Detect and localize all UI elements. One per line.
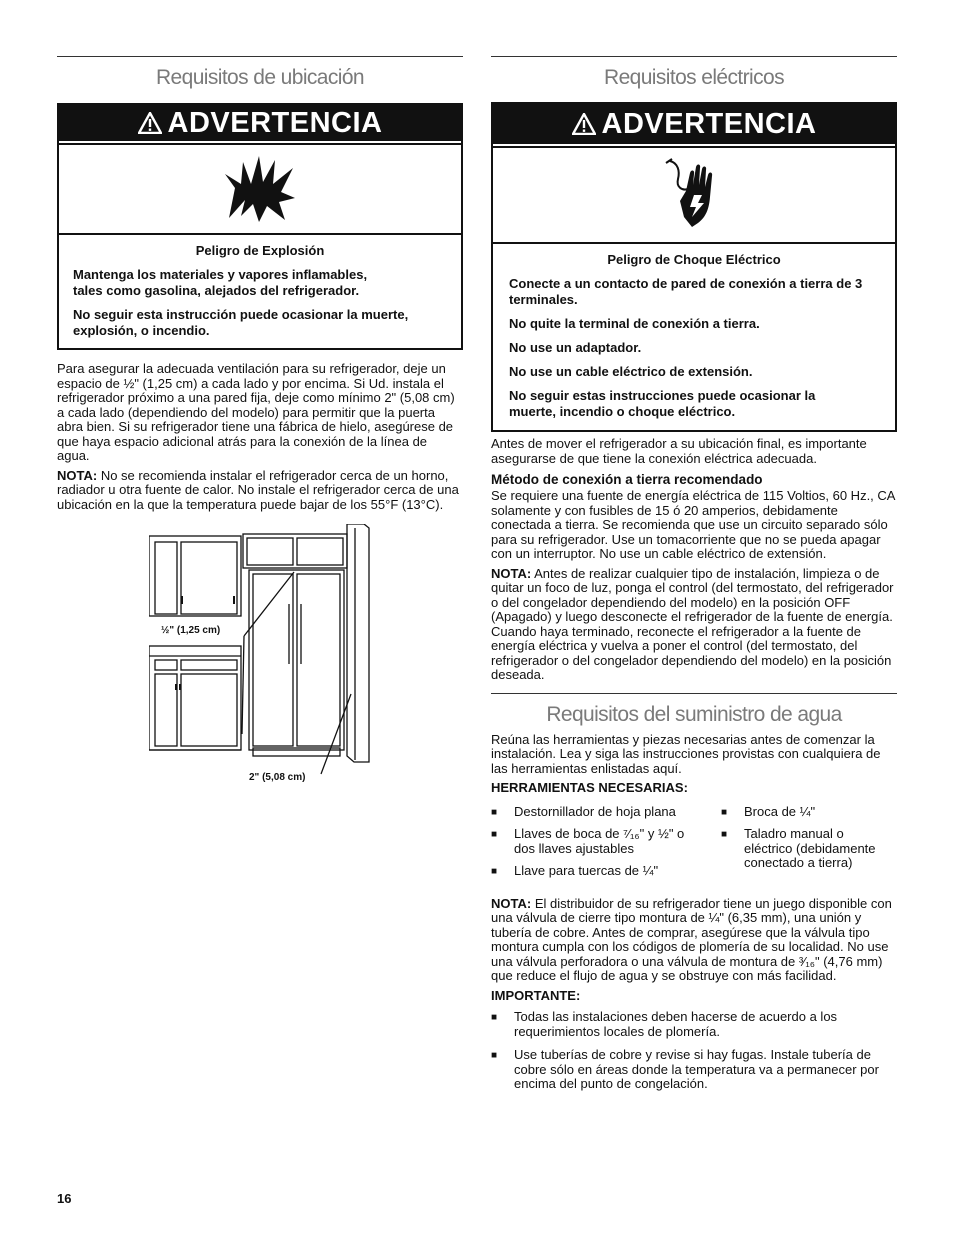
warning-body	[493, 244, 895, 430]
list-item	[491, 805, 721, 820]
bullet-icon: ■	[491, 866, 498, 877]
page-number: 16	[57, 1191, 72, 1206]
important-title: IMPORTANTE:	[491, 987, 581, 1003]
bullet-icon: ■	[721, 829, 728, 840]
water-intro: Reúna las herramientas y piezas necesarias antes de comenzar la instalación. Lea y siga las instrucciones provistas con cualquiera de las herramientas enlistadas aquí.	[491, 731, 881, 776]
section-title-electrical: Requisitos eléctricos	[604, 66, 784, 89]
tool-name: Broca de ¼"	[744, 803, 816, 819]
explosion-icon	[223, 154, 297, 224]
important-list	[491, 1010, 897, 1092]
warning-line: No quite la terminal de conexión a tierra.	[509, 316, 760, 331]
warning-body	[59, 235, 461, 348]
hazard-title: Peligro de Choque Eléctrico	[607, 252, 781, 267]
list-item	[491, 1048, 897, 1092]
refrigerator-cabinet-illustration	[149, 524, 379, 794]
bullet-icon: ■	[491, 1050, 498, 1061]
top-divider	[491, 56, 897, 57]
bullet-icon: ■	[721, 806, 728, 818]
warning-header-text: ADVERTENCIA	[601, 108, 817, 140]
right-column	[491, 56, 897, 1100]
list-item	[491, 864, 721, 879]
warning-line: Conecte a un contacto de pared de conexión a tierra de 3 terminales.	[509, 276, 863, 307]
tools-list-right	[721, 805, 897, 887]
list-item	[721, 805, 897, 820]
warning-header	[493, 104, 895, 144]
tools-list-left	[491, 805, 721, 887]
warning-triangle-icon	[572, 113, 596, 135]
warning-line: Mantenga los materiales y vapores inflamables, tales como gasolina, alejados del refrigerador.	[73, 267, 368, 298]
shock-icon-panel	[493, 146, 895, 244]
tool-name: Taladro manual o eléctrico (debidamente conectado a tierra)	[744, 826, 876, 870]
clearance-label-half-inch: ½" (1,25 cm)	[161, 625, 221, 636]
important-text: Use tuberías de cobre y revise si hay fugas. Instale tubería de cobre sólo en áreas donde la temperatura va a permanecer por encima del punto de congelación.	[514, 1047, 879, 1091]
warning-header-text: ADVERTENCIA	[167, 107, 383, 139]
explosion-icon-panel	[59, 143, 461, 235]
warning-triangle-icon	[138, 112, 162, 134]
list-item	[491, 1010, 897, 1039]
tool-name: Destornillador de hoja plana	[514, 803, 676, 819]
left-column	[57, 56, 463, 794]
bullet-icon: ■	[491, 1012, 498, 1023]
tool-name: Llaves de boca de ⁷⁄₁₆" y ½" o dos llaves ajustables	[514, 826, 685, 856]
tools-title: HERRAMIENTAS NECESARIAS:	[491, 780, 688, 795]
section-divider	[491, 693, 897, 694]
electric-warning-box	[491, 102, 897, 432]
warning-line: No seguir estas instrucciones puede ocasionar la muerte, incendio o choque eléctrico.	[509, 388, 816, 419]
list-item	[721, 827, 897, 871]
note-label: NOTA:	[57, 467, 98, 483]
warning-header	[59, 105, 461, 141]
ventilation-paragraph: Para asegurar la adecuada ventilación para su refrigerador, deje un espacio de ½" (1,25 cm) a cada lado y por encima. Si Ud. instala el refrigerador próximo a una pared fija, deje como mínimo 2" (5,08 cm) a cada lado (dependiendo del modelo) para permitir que la puerta abra bien. Si su refrigerador tiene una fábrica de hielo, asegúrese de que haya espacio adicional atrás para la conexión de la línea de agua.	[57, 361, 455, 463]
warning-line: No use un adaptador.	[509, 340, 642, 355]
note-paragraph	[491, 567, 897, 683]
clearance-diagram	[149, 524, 379, 794]
list-item	[491, 827, 721, 856]
electrical-intro: Antes de mover el refrigerador a su ubicación final, es importante asegurarse de que tiene la conexión eléctrica adecuada.	[491, 436, 867, 466]
grounding-method-text: Se requiere una fuente de energía eléctrica de 115 Voltios, 60 Hz., CA solamente y con fusibles de 15 ó 20 amperios, debidamente conectada a tierra. Se recomienda que use un circuito separado sólo para su refrigerador. Use un tomacorriente que no se pueda apagar con un interruptor. No use un cable eléctrico de extensión.	[491, 488, 895, 561]
tool-name: Llave para tuercas de ¼"	[514, 863, 659, 878]
tools-list	[491, 805, 897, 887]
important-text: Todas las instalaciones deben hacerse de acuerdo a los requerimientos locales de plomería.	[514, 1009, 838, 1039]
section-title-water: Requisitos del suministro de agua	[546, 702, 842, 726]
note-text: El distribuidor de su refrigerador tiene un juego disponible con una válvula de cierre tipo montura de ¼" (6,35 mm), una unión y tubería de cobre. Antes de comprar, asegúrese que la válvula tipo montura cumpla con los códigos de plomería de su localidad. No use una válvula perforadora o una válvula de montura de ³⁄₁₆" (4,76 mm) que reduce el flujo de agua y se obstruye con más facilidad.	[491, 895, 892, 983]
clearance-label-two-inch: 2" (5,08 cm)	[249, 772, 306, 783]
note-label: NOTA:	[491, 565, 532, 581]
warning-line: No seguir esta instrucción puede ocasionar la muerte, explosión, o incendio.	[73, 307, 409, 338]
water-note-paragraph	[491, 897, 897, 984]
note-label: NOTA:	[491, 895, 532, 911]
note-paragraph	[57, 469, 463, 513]
hazard-title: Peligro de Explosión	[195, 243, 325, 258]
grounding-method-title: Método de conexión a tierra recomendado	[491, 472, 763, 487]
warning-line: No use un cable eléctrico de extensión.	[509, 364, 753, 379]
bullet-icon: ■	[491, 829, 498, 840]
top-divider	[57, 56, 463, 57]
note-text: No se recomienda instalar el refrigerador cerca de un horno, radiador u otra fuente de calor. No instale el refrigerador cerca de una ubicación en la que la temperatura puede bajar de los 55°F (13°C).	[57, 467, 459, 512]
bullet-icon: ■	[491, 806, 498, 818]
note-text: Antes de realizar cualquier tipo de instalación, limpieza o de quitar un foco de luz, ponga el control (del termostato, del refrigerador o del congelador dependiendo del modelo) en la posición OFF (Apagado) y luego desconecte el refrigerador de la fuente de energía. Cuando haya terminado, reconecte el refrigerador a la fuente de energía eléctrica y vuelva a poner el control (del termostato, del refrigerador o del congelador dependiendo del modelo) en la posición deseada.	[491, 565, 894, 682]
explosion-warning-box	[57, 103, 463, 350]
section-title-location: Requisitos de ubicación	[155, 66, 364, 89]
electric-shock-icon	[664, 157, 724, 233]
